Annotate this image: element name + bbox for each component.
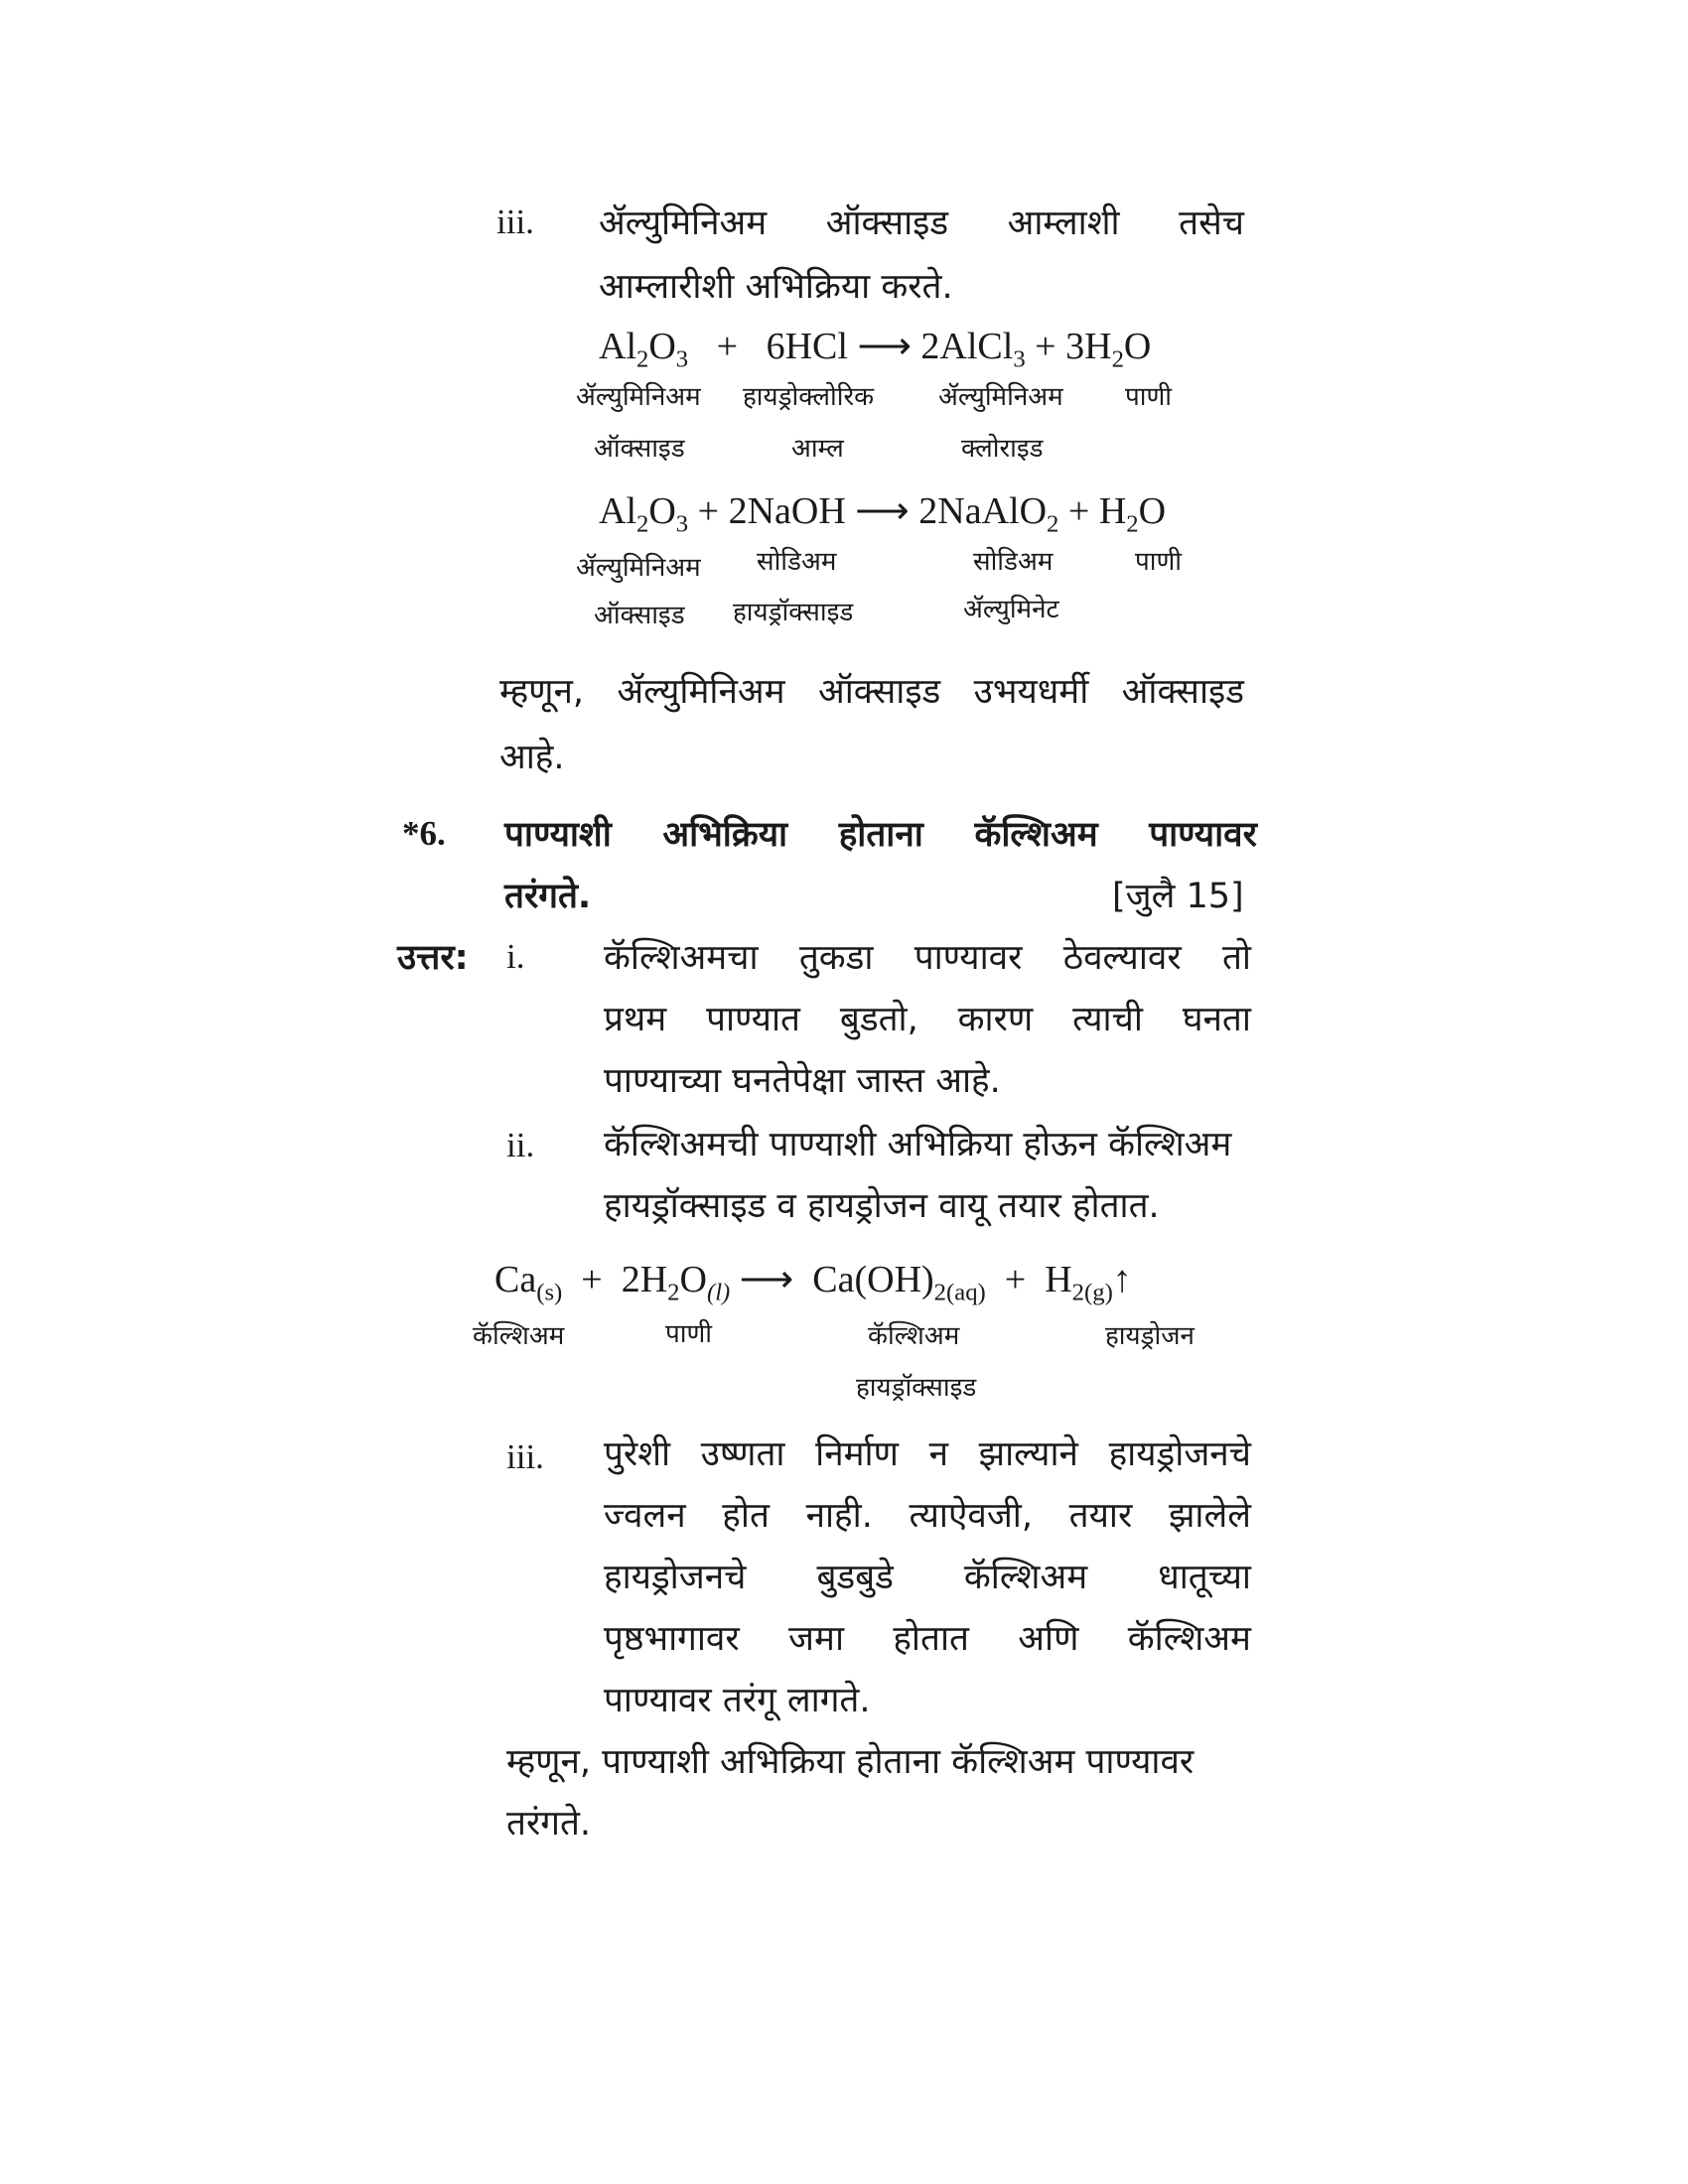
eq3-label: कॅल्शिअम: [868, 1321, 960, 1351]
point-iii-line3: हायड्रोजनचे बुडबुडे कॅल्शिअम धातूच्या: [604, 1558, 1251, 1597]
final-conclusion-line2: तरंगते.: [506, 1804, 592, 1843]
list-marker-iii: iii.: [496, 203, 534, 241]
point-iii-line5: पाण्यावर तरंगू लागते.: [604, 1681, 871, 1720]
eq3-label: पाणी: [665, 1319, 713, 1349]
equation-al2o3-naoh: $Al_2O_3$ + 2NaOH ⟶ 2NaAlO$_2$ + $H_2O$: [599, 490, 1167, 538]
item-iii-line1: [599, 199, 1244, 245]
question-text-line2: तरंगते.: [504, 877, 592, 916]
equation-ca-water: $Ca_{(s)} + 2H_2O_{(l)}$ ⟶ $Ca(OH)_{2(aq)}$ + $H_{2(g)}↑$: [494, 1259, 1132, 1306]
eq1-label: पाणी: [1125, 382, 1173, 412]
answer-label: उत्तर:: [397, 938, 469, 978]
point-ii-line2: हायड्रॉक्साइड व हायड्रोजन वायू तयार होतात.: [604, 1186, 1160, 1226]
section-a-conclusion-line1: म्हणून, ॲल्युमिनिअम ऑक्साइड उभयधर्मी ऑक्साइड: [499, 672, 1244, 712]
eq1-label: हायड्रोक्लोरिक: [743, 382, 875, 412]
point-iii-line2: ज्वलन होत नाही. त्याऐवजी, तयार झालेले: [604, 1496, 1251, 1536]
final-conclusion-line1: म्हणून, पाण्याशी अभिक्रिया होताना कॅल्शिअम पाण्यावर: [506, 1742, 1195, 1782]
eq1-label: क्लोराइड: [961, 434, 1044, 464]
list-marker-i: i.: [506, 937, 525, 976]
eq2-label: ऑक्साइड: [594, 601, 685, 630]
word: ॲल्युमिनिअम: [599, 204, 768, 243]
point-i-line1: कॅल्शिअमचा तुकडा पाण्यावर ठेवल्यावर तो: [604, 938, 1251, 978]
list-marker-iii: iii.: [506, 1437, 544, 1476]
point-i-line3: पाण्याच्या घनतेपेक्षा जास्त आहे.: [604, 1061, 1001, 1101]
equation-al2o3-hcl: $Al_2O_3$ + 6HCl ⟶ 2AlCl$_3$ + $3H_2O$: [599, 326, 1152, 373]
eq2-label: हायड्रॉक्साइड: [733, 598, 854, 627]
item-iii-line2: आम्लारीशी अभिक्रिया करते.: [599, 267, 953, 307]
question-text-line1: पाण्याशी अभिक्रिया होताना कॅल्शिअम पाण्यावर: [504, 815, 1257, 855]
eq2-label: सोडिअम: [757, 547, 837, 577]
eq3-label: कॅल्शिअम: [473, 1321, 565, 1351]
point-i-line2: प्रथम पाण्यात बुडतो, कारण त्याची घनता: [604, 1000, 1251, 1039]
eq3-label: हायड्रोजन: [1105, 1321, 1195, 1351]
point-ii-line1: कॅल्शिअमची पाण्याशी अभिक्रिया होऊन कॅल्शिअम: [604, 1125, 1232, 1164]
point-iii-line1: पुरेशी उष्णता निर्माण न झाल्याने हायड्रोजनचे: [604, 1434, 1251, 1474]
reaction-arrow-icon: ⟶: [739, 1259, 794, 1300]
point-iii-line4: पृष्ठभागावर जमा होतात अणि कॅल्शिअम: [604, 1619, 1251, 1659]
gas-evolved-arrow-icon: ↑: [1112, 1259, 1132, 1300]
exam-tag: [जुलै 15]: [1112, 877, 1244, 916]
eq2-label: पाणी: [1135, 547, 1183, 577]
eq2-label: ॲल्युमिनेट: [963, 595, 1059, 624]
eq1-label: ऑक्साइड: [594, 434, 685, 464]
eq2-label: ॲल्युमिनिअम: [576, 553, 701, 583]
list-marker-ii: ii.: [506, 1126, 535, 1164]
eq1-label: ॲल्युमिनिअम: [938, 382, 1063, 412]
eq1-label: आम्ल: [791, 434, 844, 464]
eq2-label: सोडिअम: [973, 547, 1054, 577]
word: ऑक्साइड: [825, 204, 949, 243]
reaction-arrow-icon: ⟶: [855, 490, 910, 532]
section-a-conclusion-line2: आहे.: [499, 738, 565, 777]
reaction-arrow-icon: ⟶: [857, 326, 912, 367]
question-number: *6.: [402, 814, 446, 853]
eq1-label: ॲल्युमिनिअम: [576, 382, 701, 412]
eq3-label: हायड्रॉक्साइड: [856, 1373, 977, 1403]
word: आम्लाशी: [1007, 204, 1120, 243]
word: तसेच: [1179, 204, 1244, 243]
